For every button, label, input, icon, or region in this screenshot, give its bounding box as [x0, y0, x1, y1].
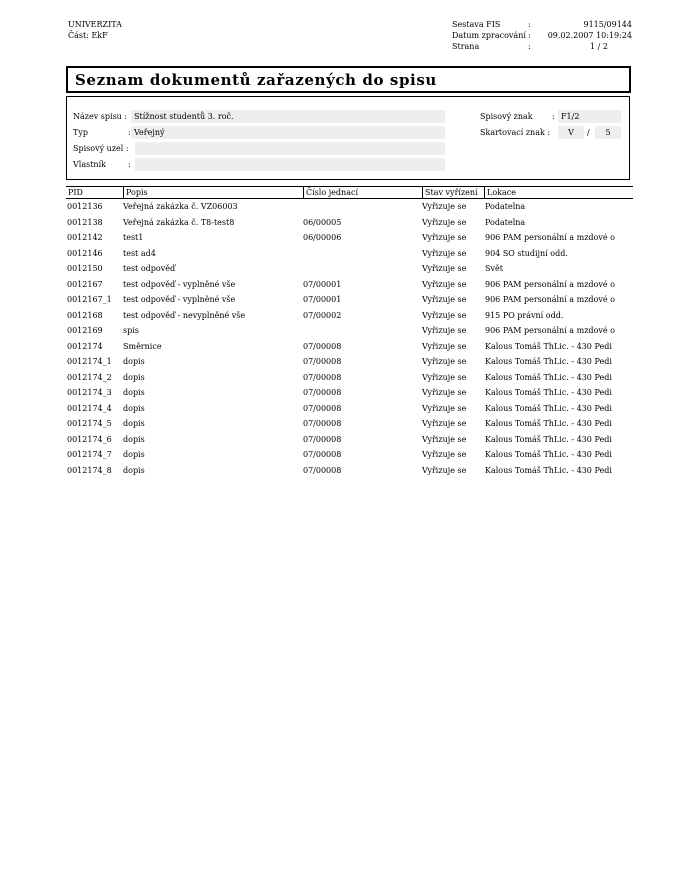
shredding-separator: / — [587, 128, 590, 137]
cell-description: dopis — [123, 388, 145, 397]
part-name: Část: EkF — [68, 31, 108, 40]
cell-description: dopis — [123, 450, 145, 459]
cell-status: Vyřizuje se — [422, 465, 467, 475]
page-number-row — [452, 41, 632, 52]
table-row — [66, 308, 633, 324]
cell-status: Vyřizuje se — [422, 295, 467, 304]
table-row — [66, 277, 633, 293]
table-row — [66, 401, 633, 417]
cell-status: Vyřizuje se — [422, 388, 467, 397]
colon: : — [528, 20, 531, 29]
cell-status: Vyřizuje se — [422, 310, 467, 320]
cell-status: Vyřizuje se — [422, 357, 467, 366]
cell-reference-number: 07/00002 — [303, 310, 342, 320]
cell-status: Vyřizuje se — [422, 419, 467, 428]
table-row — [66, 199, 633, 215]
table-row — [66, 246, 633, 262]
cell-location: Kalous Tomáš ThLic. - 430 Pedi — [485, 388, 612, 397]
cell-location: Kalous Tomáš ThLic. - 430 Pedi — [485, 450, 612, 459]
cell-description: dopis — [123, 357, 145, 366]
shredding-mark-label: Skartovací znak : — [480, 128, 551, 137]
cell-status: Vyřizuje se — [422, 264, 467, 273]
cell-description: test odpověď — [123, 264, 176, 273]
table-row — [66, 463, 633, 479]
table-row — [66, 230, 633, 246]
cell-status: Vyřizuje se — [422, 279, 467, 289]
institution-name: UNIVERZITA — [68, 20, 122, 29]
cell-reference-number: 06/00006 — [303, 233, 342, 242]
cell-pid: 0012138 — [67, 217, 103, 227]
processed-date-label: Datum zpracování — [452, 31, 526, 40]
cell-status: Vyřizuje se — [422, 450, 467, 459]
cell-description: test1 — [123, 233, 144, 242]
cell-status: Vyřizuje se — [422, 248, 467, 258]
cell-pid: 0012174_7 — [67, 450, 112, 459]
cell-pid: 0012146 — [67, 248, 103, 258]
table-body — [66, 199, 633, 478]
cell-location: Kalous Tomáš ThLic. - 430 Pedi — [485, 372, 612, 382]
cell-status: Vyřizuje se — [422, 202, 467, 211]
colon: : — [128, 160, 131, 169]
file-mark-label: Spisový znak — [480, 112, 533, 121]
cell-description: dopis — [123, 372, 145, 382]
document-title-box — [66, 66, 631, 93]
cell-pid: 0012168 — [67, 310, 103, 320]
cell-reference-number: 07/00001 — [303, 279, 342, 289]
file-node-value — [135, 142, 445, 155]
cell-pid: 0012174_5 — [67, 419, 112, 428]
cell-pid: 0012142 — [67, 233, 103, 242]
cell-location: Kalous Tomáš ThLic. - 430 Pedi — [485, 403, 612, 413]
cell-description: test ad4 — [123, 248, 156, 258]
table-row — [66, 261, 633, 277]
documents-table — [66, 186, 633, 478]
file-name-label: Název spisu : — [73, 112, 128, 121]
cell-pid: 0012174_1 — [67, 357, 112, 366]
cell-description: dopis — [123, 434, 145, 444]
file-info-panel — [66, 96, 630, 180]
cell-status: Vyřizuje se — [422, 372, 467, 382]
cell-description: test odpověď - nevyplněné vše — [123, 310, 246, 320]
cell-description: Směrnice — [123, 341, 162, 351]
document-title: Seznam dokumentů zařazených do spisu — [75, 71, 437, 89]
colon: : — [552, 112, 555, 121]
cell-description: dopis — [123, 419, 145, 428]
file-type-value: Veřejný — [131, 126, 445, 139]
cell-location: 906 PAM personální a mzdové o — [485, 326, 615, 335]
cell-location: 906 PAM personální a mzdové o — [485, 279, 615, 289]
owner-label: Vlastník — [73, 160, 106, 169]
table-row — [66, 416, 633, 432]
cell-pid: 0012174_6 — [67, 434, 112, 444]
column-header-description: Popis — [123, 187, 303, 198]
cell-location: Svět — [485, 264, 503, 273]
cell-location: 906 PAM personální a mzdové o — [485, 295, 615, 304]
cell-location: Kalous Tomáš ThLic. - 430 Pedi — [485, 357, 612, 366]
cell-pid: 0012169 — [67, 326, 103, 335]
cell-reference-number: 07/00008 — [303, 419, 342, 428]
colon: : — [528, 42, 531, 51]
cell-pid: 0012174_8 — [67, 465, 112, 475]
table-row — [66, 323, 633, 339]
cell-location: 904 SO studijní odd. — [485, 248, 568, 258]
cell-reference-number: 07/00008 — [303, 434, 342, 444]
cell-location: Kalous Tomáš ThLic. - 430 Pedi — [485, 465, 612, 475]
cell-location: Podatelna — [485, 202, 526, 211]
column-header-reference-number: Číslo jednací — [303, 187, 422, 198]
cell-reference-number: 07/00008 — [303, 450, 342, 459]
colon: : — [128, 128, 131, 137]
table-row — [66, 354, 633, 370]
table-row — [66, 385, 633, 401]
cell-reference-number: 07/00008 — [303, 372, 342, 382]
table-row — [66, 292, 633, 308]
cell-pid: 0012136 — [67, 202, 103, 211]
file-type-label: Typ — [73, 128, 88, 137]
owner-value — [135, 158, 445, 171]
cell-pid: 0012167_1 — [67, 295, 112, 304]
report-header-right — [452, 19, 632, 52]
cell-pid: 0012150 — [67, 264, 103, 273]
cell-location: Kalous Tomáš ThLic. - 430 Pedi — [485, 419, 612, 428]
cell-status: Vyřizuje se — [422, 233, 467, 242]
cell-reference-number: 07/00008 — [303, 388, 342, 397]
page-number-value: 1 / 2 — [590, 42, 608, 51]
cell-description: spis — [123, 326, 139, 335]
cell-pid: 0012174 — [67, 341, 103, 351]
cell-location: Kalous Tomáš ThLic. - 430 Pedi — [485, 434, 612, 444]
cell-location: 906 PAM personální a mzdové o — [485, 233, 615, 242]
file-name-value: Stížnost studentů 3. roč. — [131, 110, 445, 123]
cell-status: Vyřizuje se — [422, 217, 467, 227]
cell-reference-number: 07/00008 — [303, 465, 342, 475]
cell-description: test odpověď - vyplněné vše — [123, 295, 236, 304]
page-number-label: Strana — [452, 42, 480, 51]
table-row — [66, 447, 633, 463]
cell-description: test odpověď - vyplněné vše — [123, 279, 236, 289]
colon: : — [528, 31, 531, 40]
cell-reference-number: 07/00001 — [303, 295, 342, 304]
cell-pid: 0012174_2 — [67, 372, 112, 382]
cell-status: Vyřizuje se — [422, 341, 467, 351]
file-mark-value: F1/2 — [558, 110, 621, 123]
cell-pid: 0012174_4 — [67, 403, 112, 413]
shredding-mark-value: V — [558, 126, 584, 139]
table-row — [66, 432, 633, 448]
report-id-value: 9115/09144 — [583, 20, 632, 29]
report-id-row — [452, 19, 632, 30]
cell-description: dopis — [123, 465, 145, 475]
file-node-label: Spisový uzel : — [73, 144, 129, 153]
table-header — [66, 186, 633, 199]
cell-location: 915 PO právní odd. — [485, 310, 564, 320]
cell-status: Vyřizuje se — [422, 403, 467, 413]
cell-location: Kalous Tomáš ThLic. - 430 Pedi — [485, 341, 612, 351]
column-header-location: Lokace — [484, 187, 633, 198]
table-row — [66, 215, 633, 231]
processed-date-value: 09.02.2007 10:19:24 — [547, 31, 632, 40]
report-id-label: Sestava FIS — [452, 20, 501, 29]
table-row — [66, 339, 633, 355]
cell-pid: 0012167 — [67, 279, 103, 289]
cell-status: Vyřizuje se — [422, 326, 467, 335]
cell-description: Veřejná zakázka č. VZ06003 — [123, 202, 238, 211]
cell-reference-number: 07/00008 — [303, 357, 342, 366]
cell-reference-number: 07/00008 — [303, 403, 342, 413]
cell-description: dopis — [123, 403, 145, 413]
column-header-pid: PID — [68, 188, 83, 197]
cell-pid: 0012174_3 — [67, 388, 112, 397]
cell-reference-number: 07/00008 — [303, 341, 342, 351]
cell-status: Vyřizuje se — [422, 434, 467, 444]
shredding-years-value: 5 — [595, 126, 621, 139]
cell-location: Podatelna — [485, 217, 526, 227]
column-header-status: Stav vyřízení — [422, 187, 484, 198]
processed-date-row — [452, 30, 632, 41]
cell-reference-number: 06/00005 — [303, 217, 342, 227]
report-header-left — [68, 19, 122, 41]
table-row — [66, 370, 633, 386]
cell-description: Veřejná zakázka č. T8-test8 — [123, 217, 235, 227]
